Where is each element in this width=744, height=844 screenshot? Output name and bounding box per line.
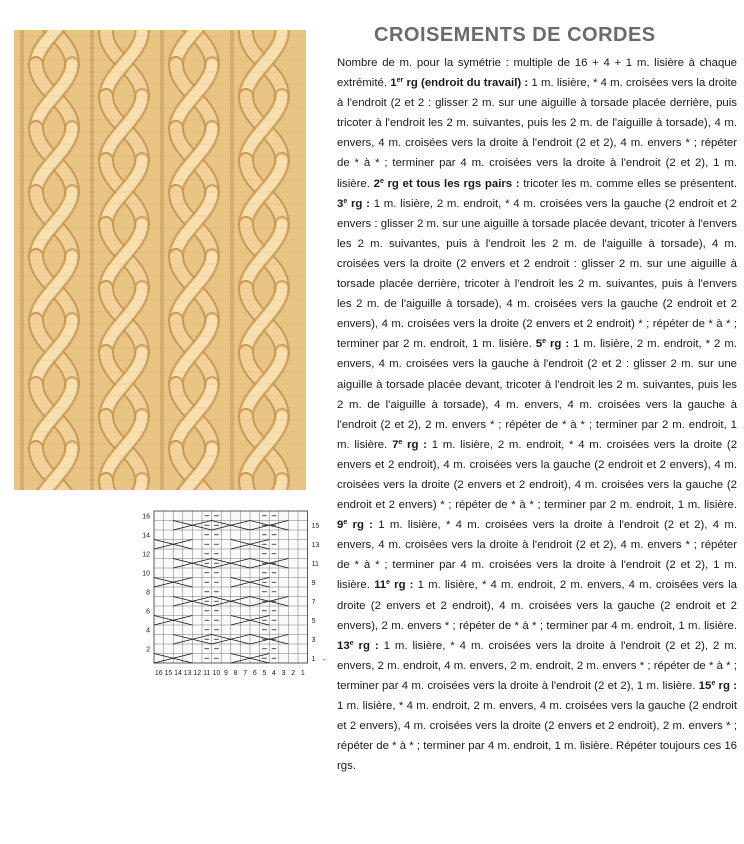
row-label: rg : [546,338,570,351]
chart-column-label: 4 [272,670,276,677]
chart-row-label-right: 5 [311,617,316,625]
row-label: rg : [347,519,373,532]
chart-column-label: 6 [252,670,257,677]
chart-column-label: 14 [174,670,182,677]
row-number-suffix: e [386,579,391,587]
row-number-suffix: e [398,438,403,446]
chart-column-label: 11 [203,670,211,677]
row-heading [337,198,370,210]
row-number-suffix: e [349,639,354,647]
row-heading [337,519,373,531]
chart-column-label: 7 [243,670,248,677]
chart-column-label: 15 [164,670,173,677]
row-label: rg (endroit du travail) : [403,77,529,90]
chart-row-label-right: 1 [311,655,316,663]
row-number-suffix: er [396,77,404,85]
row-instructions: 1 m. lisière, 2 m. endroit, * 4 m. croisées vers la gauche (2 endroit et 2 envers : glisser 2 m. sur une aiguille à torsade placée devant, tricoter à l'envers les 2 m. suivantes, puis à l'endroit les 2 m. de l'aiguille à torsade), 4 m. croisées vers la droite (2 envers et 2 endroit : glisser 2 m. sur une aiguille à torsade placée derrière, tricoter à l'endroit les 2 m. suivantes, puis à l'envers les 2 m. de l'aiguille à torsade), 4 m. croisées vers la gauche (2 endroit et 2 envers), 4 m. croisées vers la droite (2 envers et 2 endroit) * ; répéter de * à * ; terminer par 2 m. endroit, 1 m. lisière. [337,197,737,351]
chart-row-label-left: 2 [146,646,150,654]
chart-column-label: 3 [281,670,286,677]
row-number: 9 [337,519,344,532]
row-label: rg et tous les rgs pairs : [383,177,520,190]
row-label: rg : [715,679,737,692]
row-heading [532,338,569,350]
row-number: 1 [390,77,397,90]
chart-row-label-right: 7 [311,598,316,606]
row-number: 13 [337,639,350,652]
purl-channel [20,30,24,490]
row-label: rg : [353,639,379,652]
instructions-text [337,53,737,776]
row-number-suffix: e [542,338,547,346]
purl-channel [160,30,164,490]
chart-column-label: 13 [183,670,192,677]
row-label: rg : [390,579,414,592]
row-number: 7 [392,438,399,451]
chart-column-label: 16 [154,670,163,677]
row-number-suffix: e [711,679,716,687]
chart-column-label: 9 [224,670,228,677]
row-heading [370,579,414,591]
chart-column-label: 12 [193,670,202,677]
row-heading [390,77,528,89]
row-heading [387,439,427,451]
chart-row-label-right: 9 [311,579,316,587]
row-instructions: 1 m. lisière, * 4 m. croisées vers la droite à l'endroit (2 et 2), 2 m. envers, 2 m. endroit, 4 m. envers, 2 m. endroit, 2 m. envers * ; répéter de * à * ; terminer par 4 m. croisées vers la droite à l'endroit (2 et 2), 1 m. lisière. [337,639,737,692]
start-arrow-icon: ← [321,655,328,663]
chart-row-label-right: 11 [311,560,319,568]
chart-column-label: 2 [291,670,296,677]
chart-row-label-right: 13 [311,541,320,549]
chart-row-label-left: 10 [142,570,150,578]
chart-column-label: 10 [212,670,221,677]
row-instructions: 1 m. lisière, * 4 m. endroit, 2 m. envers, 4 m. croisées vers la gauche (2 endroit et 2 envers), 4 m. croisées vers la droite (2 envers et 2 endroit), 2 m. envers * ; répéter de * à * ; terminer par 4 m. endroit, 1 m. lisière. [337,700,737,753]
chart-row-label-left: 8 [146,589,150,597]
row-number: 2 [373,177,380,190]
chart-row-label-left: 16 [142,513,150,521]
chart-column-label: 1 [300,670,305,677]
chart-row-label-left: 6 [146,608,150,616]
purl-channel [90,30,94,490]
row-number-suffix: e [343,197,348,205]
row-instructions: 1 m. lisière, 2 m. endroit, * 4 m. croisées vers la droite (2 envers et 2 endroit), 4 m. croisées vers la gauche (2 endroit et 2 envers), 4 m. croisées vers la droite (2 envers et 2 endroit), 4 m. croisées vers la gauche (2 endroit et 2 envers) * ; répéter de * à * ; terminer par 2 m. endroit, 1 m. lisière. [337,438,738,512]
purl-channel [230,30,234,490]
row-number: 11 [374,579,387,592]
chart-column-label: 8 [233,670,238,677]
row-number-suffix: e [379,177,384,185]
row-heading [370,178,520,190]
chart-column-label: 5 [262,670,267,677]
row-number: 5 [535,338,543,351]
row-instructions: 1 m. lisière, * 4 m. endroit, 2 m. envers, 4 m. croisées vers la droite (2 envers et 2 endroit), 4 m. croisées vers la gauche (2 endroit et 2 envers), 2 m. envers * ; répéter de * à * ; terminer par 4 m. endroit, 1 m. lisière. [337,579,737,632]
row-heading [337,640,379,652]
row-number: 3 [337,197,344,210]
row-instructions: tricoter les m. comme elles se présentent. [519,177,738,190]
row-number-suffix: e [343,519,348,527]
row-heading [695,680,737,692]
knitting-chart [128,505,328,685]
row-label: rg : [347,197,370,210]
chart-row-label-left: 14 [142,532,150,540]
chart-row-label-left: 12 [142,551,150,559]
chart-row-label-right: 3 [311,636,316,644]
row-instructions: 1 m. lisière, * 4 m. croisées vers la droite à l'endroit (2 et 2), 4 m. envers, 4 m. croisées vers la droite à l'endroit (2 et 2), 4 m. envers * ; répéter de * à * ; terminer par 4 m. croisées vers la droite à l'endroit (2 et 2), 1 m. lisière. [337,519,737,592]
chart-row-label-right: 15 [311,522,320,530]
closing-text: Répéter toujours ces 16 rgs. [337,740,738,773]
knitting-chart-grid [128,505,328,685]
row-instructions: 1 m. lisière, * 4 m. croisées vers la droite à l'endroit (2 et 2 : glisser 2 m. sur une aiguille à torsade placée derrière, puis tricoter à l'endroit les 2 m. suivantes, puis les 2 m. de l'aiguille à torsade), 4 m. envers, 4 m. croisées vers la droite à l'endroit (2 et 2), 4 m. envers * ; répéter de * à * ; terminer par 4 m. croisées vers la droite à l'endroit (2 et 2), 1 m. lisière. [337,77,738,190]
page-title: CROISEMENTS DE CORDES [374,24,656,46]
row-instructions: 1 m. lisière, 2 m. endroit, * 2 m. envers, 4 m. croisées vers la gauche à l'endroit (2 et 2 : glisser 2 m. sur une aiguille à torsade placée devant, tricoter à l'endroit les 2 m. suivantes, puis les 2 m. de l'aiguille à torsade), 4 m. envers, 4 m. croisées vers la gauche à l'endroit (2 et 2), 2 m. envers * ; répéter de * à * ; terminer par 2 m. endroit, 1 m. lisière. [337,338,737,451]
cable-knit-photo [14,30,306,490]
cable-knit-illustration [14,30,306,490]
intro-text: Nombre de m. pour la symétrie : multiple de 16 + 4 + 1 m. lisière à chaque extrémité. [337,57,737,90]
chart-row-label-left: 4 [146,627,150,635]
row-number: 15 [698,679,712,692]
row-label: rg : [402,438,427,451]
